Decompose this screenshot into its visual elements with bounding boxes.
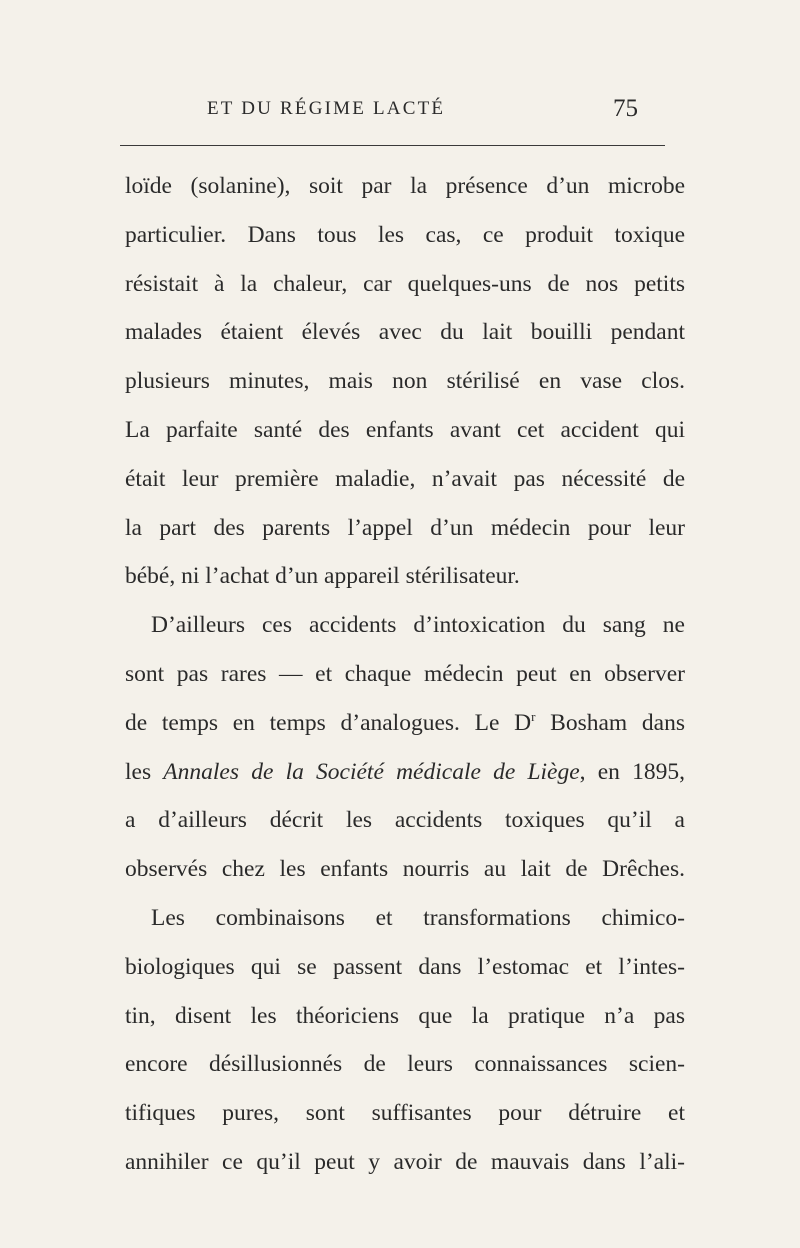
text-line: biologiques qui se passent dans l’estomac et l’intes- bbox=[125, 953, 685, 980]
text-segment: Bosham dans bbox=[535, 709, 685, 736]
text-line: a d’ailleurs décrit les accidents toxiques qu’il a bbox=[125, 807, 685, 834]
text-segment: de temps en temps d’analogues. Le D bbox=[125, 709, 532, 736]
text-line bbox=[125, 699, 685, 748]
text-segment: , en 1895, bbox=[579, 758, 685, 785]
text-line: particulier. Dans tous les cas, ce produit toxique bbox=[125, 221, 685, 248]
text-line: sont pas rares — et chaque médecin peut en observer bbox=[125, 660, 685, 687]
text-line: résistait à la chaleur, car quelques-uns de nos petits bbox=[125, 270, 685, 297]
text-line: était leur première maladie, n’avait pas nécessité de bbox=[125, 465, 685, 492]
journal-title: Annales de la Société médicale de Liège bbox=[163, 758, 580, 785]
text-line: loïde (solanine), soit par la présence d’un microbe bbox=[125, 173, 685, 199]
text-line: tin, disent les théoriciens que la pratique n’a pas bbox=[125, 1002, 685, 1029]
text-line bbox=[125, 748, 685, 797]
text-line: bébé, ni l’achat d’un appareil stérilisateur. bbox=[125, 563, 520, 590]
text-line: tifiques pures, sont suffisantes pour détruire et bbox=[125, 1100, 685, 1127]
header-rule bbox=[120, 145, 665, 146]
text-line: Les combinaisons et transformations chimico- bbox=[151, 904, 685, 931]
text-line: observés chez les enfants nourris au lait de Drêches. bbox=[125, 856, 685, 883]
running-title: ET DU RÉGIME LACTÉ bbox=[207, 98, 446, 119]
text-line: la part des parents l’appel d’un médecin pour leur bbox=[125, 514, 685, 541]
text-line: plusieurs minutes, mais non stérilisé en vase clos. bbox=[125, 368, 685, 395]
superscript: r bbox=[531, 708, 536, 724]
text-line: encore désillusionnés de leurs connaissances scien- bbox=[125, 1051, 685, 1078]
body-text bbox=[125, 162, 685, 1187]
page-number: 75 bbox=[613, 95, 638, 122]
running-head bbox=[0, 92, 800, 126]
text-line: annihiler ce qu’il peut y avoir de mauvais dans l’ali- bbox=[125, 1148, 685, 1175]
text-line: malades étaient élevés avec du lait bouilli pendant bbox=[125, 319, 685, 346]
text-segment: les bbox=[125, 758, 164, 785]
text-line: La parfaite santé des enfants avant cet accident qui bbox=[125, 416, 685, 443]
text-line: D’ailleurs ces accidents d’intoxication du sang ne bbox=[151, 612, 685, 639]
